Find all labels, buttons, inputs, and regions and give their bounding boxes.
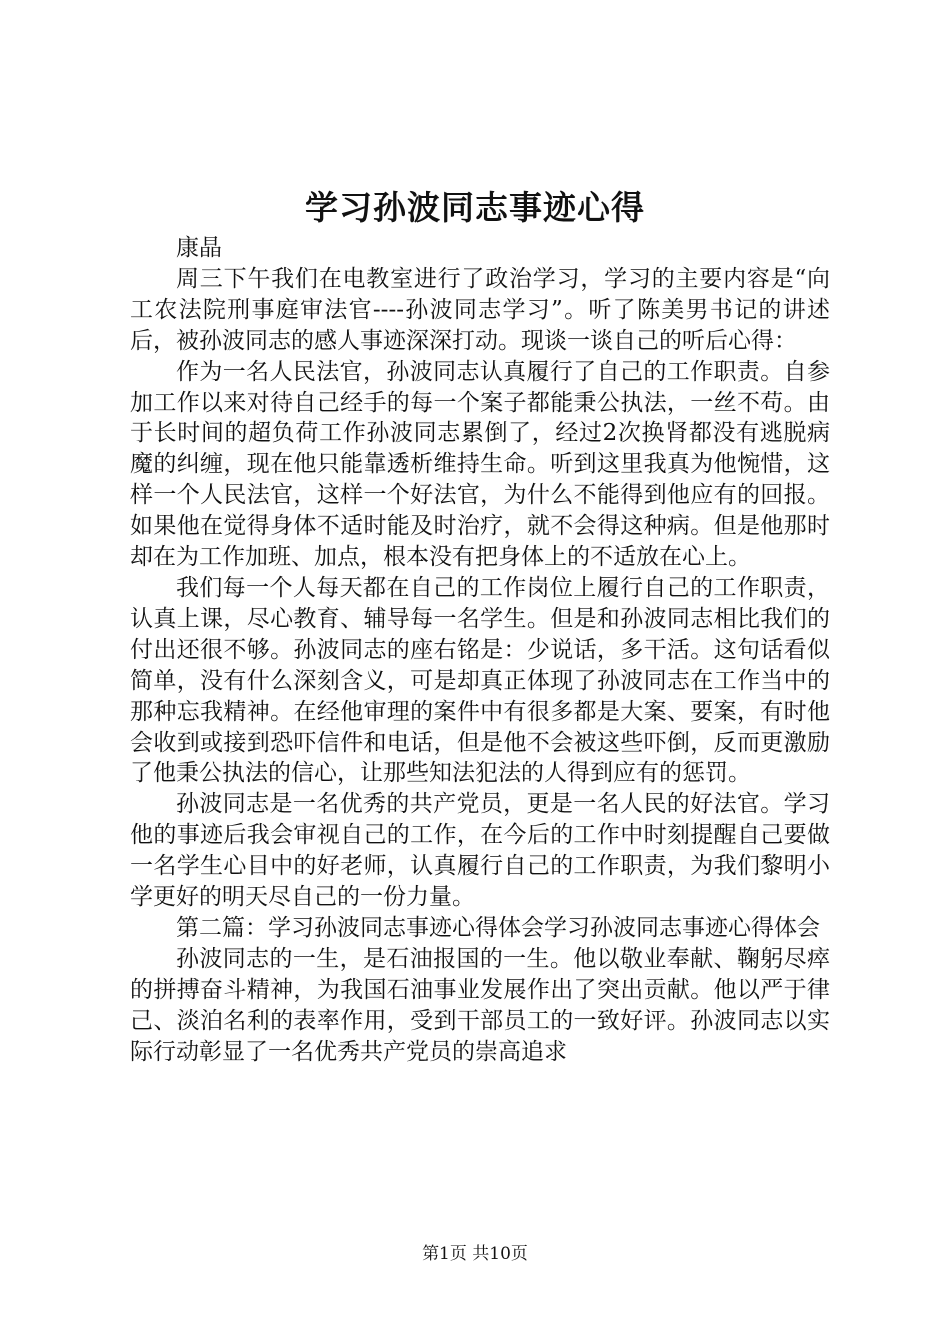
document-body — [130, 233, 830, 1067]
page-title: 学习孙波同志事迹心得 — [305, 188, 645, 227]
paragraph: 孙波同志的一生，是石油报国的一生。他以敬业奉献、鞠躬尽瘁的拼搏奋斗精神，为我国石油事业发展作出了突出贡献。他以严于律己、淡泊名利的表率作用，受到干部员工的一致好评。孙波同志以实际行动彰显了一名优秀共产党员的崇高追求 — [130, 945, 830, 1065]
paragraph: 我们每一个人每天都在自己的工作岗位上履行自己的工作职责，认真上课，尽心教育、辅导每一名学生。但是和孙波同志相比我们的付出还很不够。孙波同志的座右铭是：少说话，多干活。这句话看似简单，没有什么深刻含义，可是却真正体现了孙波同志在工作当中的那种忘我精神。在经他审理的案件中有很多都是大案、要案，有时他会收到或接到恐吓信件和电话，但是他不会被这些吓倒，反而更激励了他秉公执法的信心，让那些知法犯法的人得到应有的惩罚。 — [130, 574, 830, 787]
paragraph: 作为一名人民法官，孙波同志认真履行了自己的工作职责。自参加工作以来对待自己经手的每一个案子都能秉公执法，一丝不苟。由于长时间的超负荷工作孙波同志累倒了，经过2次换肾都没有逃脱病魔的纠缠，现在他只能靠透析维持生命。听到这里我真为他惋惜，这样一个人民法官，这样一个好法官，为什么不能得到他应有的回报。如果他在觉得身体不适时能及时治疗，就不会得这种病。但是他那时却在为工作加班、加点，根本没有把身体上的不适放在心上。 — [130, 358, 830, 571]
author-line: 康晶 — [176, 235, 222, 261]
page-footer: 第1页 共10页 — [422, 1244, 528, 1264]
paragraph: 孙波同志是一名优秀的共产党员，更是一名人民的好法官。学习他的事迹后我会审视自己的工作，在今后的工作中时刻提醒自己要做一名学生心目中的好老师，认真履行自己的工作职责，为我们黎明小学更好的明天尽自己的一份力量。 — [130, 791, 830, 911]
section-heading: 第二篇：学习孙波同志事迹心得体会学习孙波同志事迹心得体会 — [176, 914, 820, 941]
paragraph: 周三下午我们在电教室进行了政治学习，学习的主要内容是“向工农法院刑事庭审法官----孙波同志学习”。听了陈美男书记的讲述后，被孙波同志的感人事迹深深打动。现谈一谈自己的听后心得： — [130, 265, 830, 354]
